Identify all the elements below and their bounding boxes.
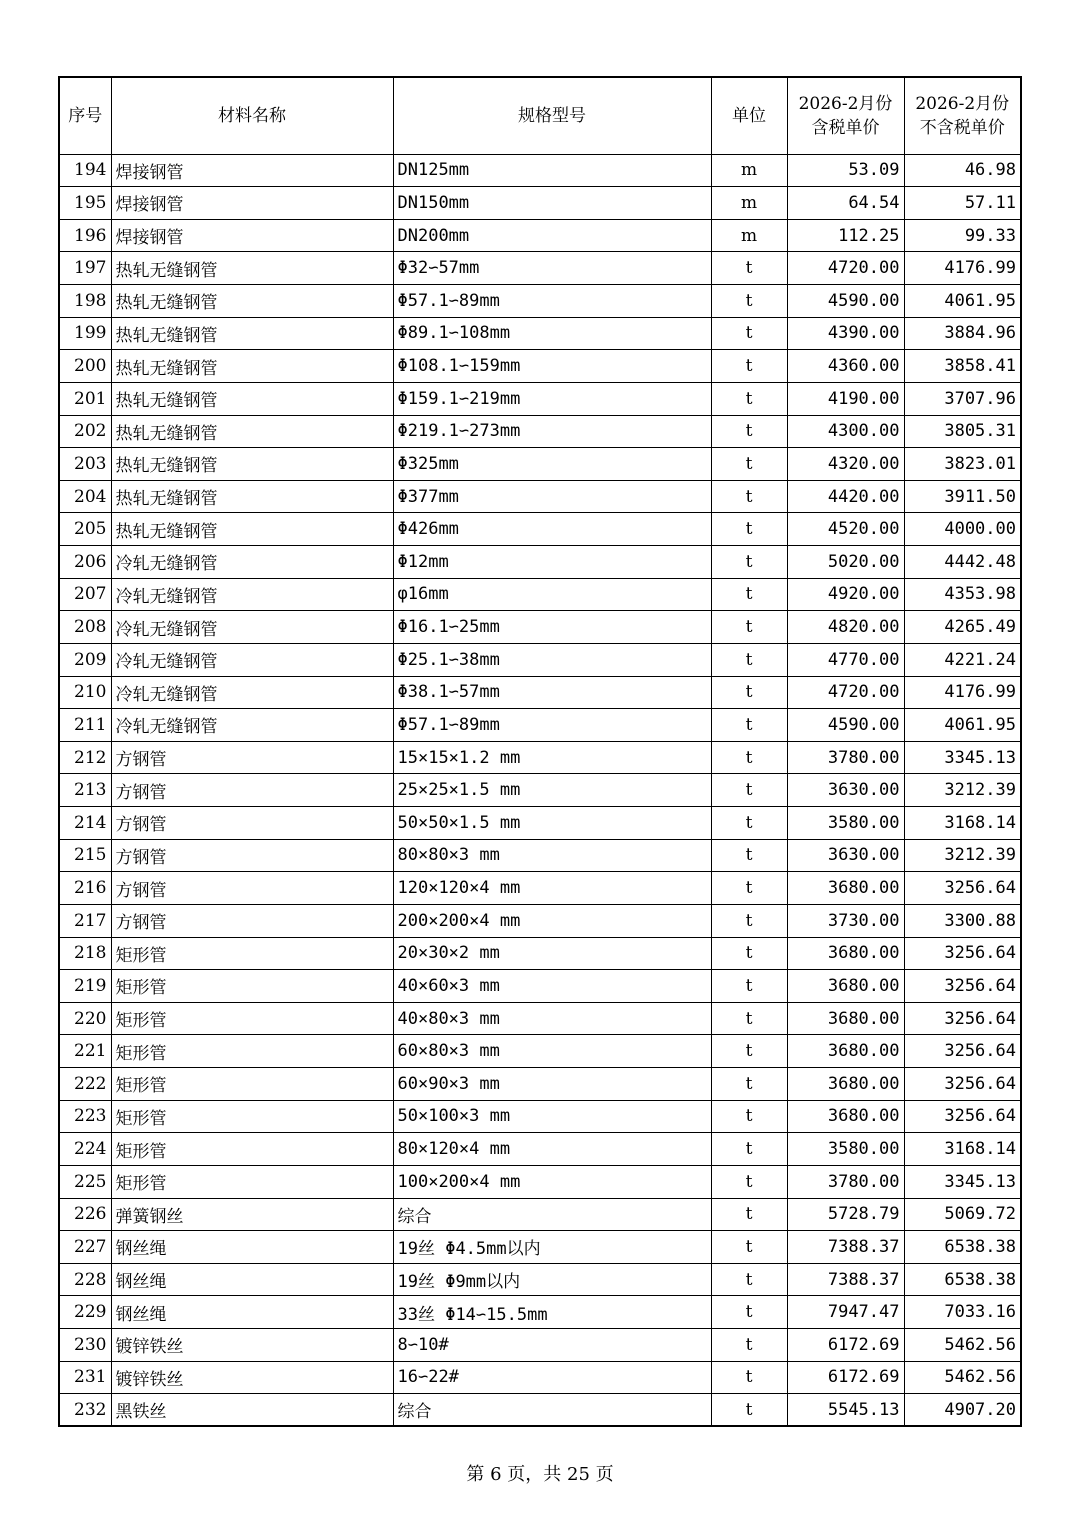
- cell-unit: t: [711, 1329, 787, 1362]
- cell-price-notax: 6538.38: [904, 1231, 1021, 1264]
- cell-unit: t: [711, 350, 787, 383]
- cell-price-notax: 3256.64: [904, 872, 1021, 905]
- cell-spec: Φ219.1∽273mm: [393, 415, 711, 448]
- table-row: [59, 1263, 1021, 1296]
- cell-price-tax: 3680.00: [787, 937, 904, 970]
- cell-price-notax: 5462.56: [904, 1361, 1021, 1394]
- cell-name: 冷轧无缝钢管: [111, 611, 393, 644]
- cell-seq: 208: [59, 611, 111, 644]
- cell-price-notax: 3256.64: [904, 937, 1021, 970]
- cell-seq: 210: [59, 676, 111, 709]
- header-row: [59, 77, 1021, 154]
- cell-name: 矩形管: [111, 1100, 393, 1133]
- cell-seq: 198: [59, 285, 111, 318]
- cell-unit: t: [711, 807, 787, 840]
- cell-price-tax: 4590.00: [787, 285, 904, 318]
- cell-spec: 16∽22#: [393, 1361, 711, 1394]
- cell-unit: t: [711, 1133, 787, 1166]
- cell-price-tax: 3680.00: [787, 872, 904, 905]
- table-row: [59, 1198, 1021, 1231]
- header-price-notax: [904, 77, 1021, 154]
- table-row: [59, 1361, 1021, 1394]
- cell-price-notax: 3256.64: [904, 970, 1021, 1003]
- cell-unit: t: [711, 1198, 787, 1231]
- cell-seq: 204: [59, 480, 111, 513]
- table-body: [59, 154, 1021, 1426]
- table-row: [59, 1100, 1021, 1133]
- table-row: [59, 676, 1021, 709]
- cell-seq: 226: [59, 1198, 111, 1231]
- cell-spec: 40×80×3 mm: [393, 1002, 711, 1035]
- cell-seq: 206: [59, 546, 111, 579]
- cell-name: 冷轧无缝钢管: [111, 546, 393, 579]
- table-row: [59, 480, 1021, 513]
- cell-price-tax: 4920.00: [787, 578, 904, 611]
- cell-spec: 100×200×4 mm: [393, 1165, 711, 1198]
- cell-name: 矩形管: [111, 1002, 393, 1035]
- cell-name: 镀锌铁丝: [111, 1361, 393, 1394]
- header-price-tax: [787, 77, 904, 154]
- cell-name: 方钢管: [111, 839, 393, 872]
- cell-price-notax: 5462.56: [904, 1329, 1021, 1362]
- cell-name: 焊接钢管: [111, 154, 393, 187]
- cell-price-tax: 64.54: [787, 187, 904, 220]
- cell-price-notax: 46.98: [904, 154, 1021, 187]
- cell-price-notax: 4907.20: [904, 1394, 1021, 1427]
- cell-price-notax: 3212.39: [904, 774, 1021, 807]
- cell-spec: Φ32∽57mm: [393, 252, 711, 285]
- cell-seq: 227: [59, 1231, 111, 1264]
- table-row: [59, 709, 1021, 742]
- cell-name: 钢丝绳: [111, 1263, 393, 1296]
- cell-spec: 8∽10#: [393, 1329, 711, 1362]
- cell-spec: Φ377mm: [393, 480, 711, 513]
- table-row: [59, 1165, 1021, 1198]
- cell-unit: m: [711, 219, 787, 252]
- cell-price-tax: 3680.00: [787, 1002, 904, 1035]
- table-row: [59, 317, 1021, 350]
- cell-unit: t: [711, 1296, 787, 1329]
- cell-unit: m: [711, 187, 787, 220]
- cell-price-notax: 3345.13: [904, 741, 1021, 774]
- cell-name: 热轧无缝钢管: [111, 415, 393, 448]
- cell-seq: 214: [59, 807, 111, 840]
- table-row: [59, 904, 1021, 937]
- cell-price-notax: 3168.14: [904, 1133, 1021, 1166]
- cell-unit: t: [711, 774, 787, 807]
- cell-price-notax: 3212.39: [904, 839, 1021, 872]
- cell-price-notax: 4061.95: [904, 285, 1021, 318]
- cell-spec: 20×30×2 mm: [393, 937, 711, 970]
- cell-seq: 205: [59, 513, 111, 546]
- table-row: [59, 872, 1021, 905]
- cell-unit: t: [711, 676, 787, 709]
- cell-unit: t: [711, 904, 787, 937]
- cell-seq: 222: [59, 1068, 111, 1101]
- cell-spec: Φ25.1∽38mm: [393, 643, 711, 676]
- cell-spec: 80×120×4 mm: [393, 1133, 711, 1166]
- cell-price-notax: 4353.98: [904, 578, 1021, 611]
- cell-unit: t: [711, 285, 787, 318]
- table-row: [59, 252, 1021, 285]
- cell-unit: t: [711, 317, 787, 350]
- cell-price-notax: 5069.72: [904, 1198, 1021, 1231]
- cell-price-tax: 4720.00: [787, 252, 904, 285]
- cell-price-notax: 4176.99: [904, 676, 1021, 709]
- cell-spec: φ16mm: [393, 578, 711, 611]
- cell-unit: t: [711, 1394, 787, 1427]
- cell-seq: 225: [59, 1165, 111, 1198]
- cell-price-tax: 5020.00: [787, 546, 904, 579]
- cell-spec: 60×80×3 mm: [393, 1035, 711, 1068]
- cell-name: 方钢管: [111, 807, 393, 840]
- cell-seq: 221: [59, 1035, 111, 1068]
- cell-spec: 25×25×1.5 mm: [393, 774, 711, 807]
- cell-price-tax: 7388.37: [787, 1231, 904, 1264]
- cell-spec: Φ159.1∽219mm: [393, 382, 711, 415]
- cell-name: 方钢管: [111, 904, 393, 937]
- table-header: [59, 77, 1021, 154]
- cell-unit: t: [711, 1035, 787, 1068]
- cell-spec: Φ57.1∽89mm: [393, 709, 711, 742]
- table-row: [59, 1394, 1021, 1427]
- header-seq: 序号: [59, 77, 111, 154]
- table-row: [59, 285, 1021, 318]
- header-price-notax-line2: 不含税单价: [919, 117, 1005, 138]
- cell-unit: t: [711, 741, 787, 774]
- cell-unit: t: [711, 252, 787, 285]
- cell-price-notax: 3256.64: [904, 1002, 1021, 1035]
- cell-unit: t: [711, 1068, 787, 1101]
- cell-seq: 230: [59, 1329, 111, 1362]
- cell-price-tax: 3680.00: [787, 1068, 904, 1101]
- table-row: [59, 839, 1021, 872]
- cell-name: 黑铁丝: [111, 1394, 393, 1427]
- cell-name: 方钢管: [111, 872, 393, 905]
- cell-unit: t: [711, 1231, 787, 1264]
- cell-name: 方钢管: [111, 774, 393, 807]
- cell-unit: t: [711, 1165, 787, 1198]
- cell-price-notax: 4442.48: [904, 546, 1021, 579]
- table-row: [59, 187, 1021, 220]
- cell-unit: m: [711, 154, 787, 187]
- cell-price-notax: 3168.14: [904, 807, 1021, 840]
- cell-unit: t: [711, 1263, 787, 1296]
- cell-seq: 197: [59, 252, 111, 285]
- cell-price-notax: 3911.50: [904, 480, 1021, 513]
- cell-seq: 216: [59, 872, 111, 905]
- cell-name: 矩形管: [111, 970, 393, 1003]
- cell-price-tax: 3680.00: [787, 970, 904, 1003]
- cell-unit: t: [711, 480, 787, 513]
- cell-name: 矩形管: [111, 1133, 393, 1166]
- header-unit: 单位: [711, 77, 787, 154]
- cell-price-tax: 4190.00: [787, 382, 904, 415]
- cell-price-tax: 5545.13: [787, 1394, 904, 1427]
- page-footer: 第 6 页，共 25 页: [466, 1464, 614, 1485]
- cell-price-notax: 4265.49: [904, 611, 1021, 644]
- cell-spec: Φ38.1∽57mm: [393, 676, 711, 709]
- cell-price-notax: 3884.96: [904, 317, 1021, 350]
- cell-seq: 209: [59, 643, 111, 676]
- cell-price-tax: 4520.00: [787, 513, 904, 546]
- cell-price-tax: 6172.69: [787, 1361, 904, 1394]
- cell-unit: t: [711, 546, 787, 579]
- cell-name: 热轧无缝钢管: [111, 382, 393, 415]
- table-row: [59, 1296, 1021, 1329]
- cell-spec: Φ89.1∽108mm: [393, 317, 711, 350]
- table-row: [59, 415, 1021, 448]
- cell-unit: t: [711, 1361, 787, 1394]
- cell-name: 焊接钢管: [111, 219, 393, 252]
- header-name: 材料名称: [111, 77, 393, 154]
- cell-seq: 218: [59, 937, 111, 970]
- table-row: [59, 970, 1021, 1003]
- cell-seq: 219: [59, 970, 111, 1003]
- cell-name: 热轧无缝钢管: [111, 317, 393, 350]
- cell-seq: 231: [59, 1361, 111, 1394]
- cell-spec: 19丝 Φ4.5mm以内: [393, 1231, 711, 1264]
- cell-price-tax: 4390.00: [787, 317, 904, 350]
- cell-spec: Φ325mm: [393, 448, 711, 481]
- cell-price-notax: 4061.95: [904, 709, 1021, 742]
- cell-unit: t: [711, 970, 787, 1003]
- cell-price-tax: 7947.47: [787, 1296, 904, 1329]
- header-price-tax-line2: 含税单价: [811, 117, 880, 138]
- cell-price-notax: 6538.38: [904, 1263, 1021, 1296]
- cell-seq: 215: [59, 839, 111, 872]
- cell-seq: 223: [59, 1100, 111, 1133]
- cell-spec: 15×15×1.2 mm: [393, 741, 711, 774]
- cell-price-notax: 7033.16: [904, 1296, 1021, 1329]
- cell-name: 冷轧无缝钢管: [111, 578, 393, 611]
- table-row: [59, 1002, 1021, 1035]
- cell-price-notax: 57.11: [904, 187, 1021, 220]
- cell-seq: 207: [59, 578, 111, 611]
- cell-spec: 120×120×4 mm: [393, 872, 711, 905]
- cell-seq: 195: [59, 187, 111, 220]
- cell-spec: 50×100×3 mm: [393, 1100, 711, 1133]
- cell-price-notax: 3345.13: [904, 1165, 1021, 1198]
- cell-name: 冷轧无缝钢管: [111, 709, 393, 742]
- cell-seq: 202: [59, 415, 111, 448]
- cell-seq: 203: [59, 448, 111, 481]
- cell-spec: 200×200×4 mm: [393, 904, 711, 937]
- cell-seq: 212: [59, 741, 111, 774]
- header-price-notax-line1: 2026-2月份: [915, 93, 1010, 114]
- table-row: [59, 1068, 1021, 1101]
- cell-unit: t: [711, 643, 787, 676]
- table-row: [59, 546, 1021, 579]
- cell-unit: t: [711, 937, 787, 970]
- cell-price-tax: 3580.00: [787, 1133, 904, 1166]
- cell-price-notax: 3707.96: [904, 382, 1021, 415]
- cell-spec: 80×80×3 mm: [393, 839, 711, 872]
- cell-spec: 60×90×3 mm: [393, 1068, 711, 1101]
- cell-price-tax: 4820.00: [787, 611, 904, 644]
- cell-unit: t: [711, 872, 787, 905]
- cell-price-tax: 3580.00: [787, 807, 904, 840]
- table-row: [59, 774, 1021, 807]
- cell-price-tax: 6172.69: [787, 1329, 904, 1362]
- table-row: [59, 154, 1021, 187]
- cell-seq: 199: [59, 317, 111, 350]
- table-row: [59, 1329, 1021, 1362]
- cell-name: 矩形管: [111, 937, 393, 970]
- table-row: [59, 643, 1021, 676]
- cell-price-tax: 3680.00: [787, 1035, 904, 1068]
- cell-price-tax: 4720.00: [787, 676, 904, 709]
- cell-seq: 200: [59, 350, 111, 383]
- cell-price-tax: 4770.00: [787, 643, 904, 676]
- table-row: [59, 448, 1021, 481]
- cell-seq: 194: [59, 154, 111, 187]
- cell-name: 热轧无缝钢管: [111, 252, 393, 285]
- cell-unit: t: [711, 513, 787, 546]
- cell-price-notax: 3256.64: [904, 1035, 1021, 1068]
- header-spec: 规格型号: [393, 77, 711, 154]
- cell-seq: 228: [59, 1263, 111, 1296]
- price-table: [58, 76, 1022, 1427]
- header-price-tax-line1: 2026-2月份: [798, 93, 893, 114]
- cell-spec: Φ426mm: [393, 513, 711, 546]
- cell-seq: 220: [59, 1002, 111, 1035]
- table-row: [59, 350, 1021, 383]
- table-row: [59, 1035, 1021, 1068]
- cell-spec: 40×60×3 mm: [393, 970, 711, 1003]
- cell-name: 矩形管: [111, 1068, 393, 1101]
- cell-price-tax: 3680.00: [787, 1100, 904, 1133]
- cell-seq: 201: [59, 382, 111, 415]
- cell-name: 热轧无缝钢管: [111, 480, 393, 513]
- cell-spec: DN200mm: [393, 219, 711, 252]
- cell-unit: t: [711, 448, 787, 481]
- cell-name: 冷轧无缝钢管: [111, 676, 393, 709]
- cell-price-notax: 99.33: [904, 219, 1021, 252]
- cell-price-tax: 3780.00: [787, 741, 904, 774]
- cell-name: 钢丝绳: [111, 1296, 393, 1329]
- cell-seq: 213: [59, 774, 111, 807]
- cell-price-tax: 3630.00: [787, 839, 904, 872]
- cell-price-tax: 4360.00: [787, 350, 904, 383]
- cell-price-notax: 3823.01: [904, 448, 1021, 481]
- table-row: [59, 1133, 1021, 1166]
- cell-spec: Φ12mm: [393, 546, 711, 579]
- cell-seq: 229: [59, 1296, 111, 1329]
- cell-spec: 综合: [393, 1198, 711, 1231]
- cell-price-notax: 4221.24: [904, 643, 1021, 676]
- cell-price-notax: 4000.00: [904, 513, 1021, 546]
- cell-name: 热轧无缝钢管: [111, 448, 393, 481]
- table-row: [59, 513, 1021, 546]
- cell-spec: DN150mm: [393, 187, 711, 220]
- cell-name: 镀锌铁丝: [111, 1329, 393, 1362]
- cell-seq: 232: [59, 1394, 111, 1427]
- cell-unit: t: [711, 611, 787, 644]
- cell-name: 热轧无缝钢管: [111, 350, 393, 383]
- cell-price-tax: 5728.79: [787, 1198, 904, 1231]
- cell-name: 钢丝绳: [111, 1231, 393, 1264]
- cell-name: 矩形管: [111, 1165, 393, 1198]
- cell-spec: 33丝 Φ14∽15.5mm: [393, 1296, 711, 1329]
- table-row: [59, 578, 1021, 611]
- cell-seq: 224: [59, 1133, 111, 1166]
- cell-price-notax: 4176.99: [904, 252, 1021, 285]
- cell-price-tax: 3730.00: [787, 904, 904, 937]
- table-row: [59, 219, 1021, 252]
- cell-unit: t: [711, 578, 787, 611]
- cell-unit: t: [711, 839, 787, 872]
- table-row: [59, 1231, 1021, 1264]
- cell-price-notax: 3256.64: [904, 1068, 1021, 1101]
- cell-price-notax: 3858.41: [904, 350, 1021, 383]
- cell-unit: t: [711, 1002, 787, 1035]
- cell-spec: Φ57.1∽89mm: [393, 285, 711, 318]
- cell-name: 弹簧钢丝: [111, 1198, 393, 1231]
- cell-spec: 综合: [393, 1394, 711, 1427]
- cell-price-notax: 3805.31: [904, 415, 1021, 448]
- cell-seq: 196: [59, 219, 111, 252]
- table-row: [59, 611, 1021, 644]
- cell-seq: 217: [59, 904, 111, 937]
- table-row: [59, 937, 1021, 970]
- cell-spec: 19丝 Φ9mm以内: [393, 1263, 711, 1296]
- cell-price-tax: 4300.00: [787, 415, 904, 448]
- cell-spec: 50×50×1.5 mm: [393, 807, 711, 840]
- cell-unit: t: [711, 1100, 787, 1133]
- cell-spec: DN125mm: [393, 154, 711, 187]
- cell-spec: Φ108.1∽159mm: [393, 350, 711, 383]
- cell-spec: Φ16.1∽25mm: [393, 611, 711, 644]
- table-row: [59, 807, 1021, 840]
- cell-price-notax: 3256.64: [904, 1100, 1021, 1133]
- cell-name: 热轧无缝钢管: [111, 513, 393, 546]
- cell-name: 焊接钢管: [111, 187, 393, 220]
- cell-price-tax: 4320.00: [787, 448, 904, 481]
- table-row: [59, 382, 1021, 415]
- cell-unit: t: [711, 415, 787, 448]
- cell-price-tax: 3630.00: [787, 774, 904, 807]
- cell-name: 方钢管: [111, 741, 393, 774]
- cell-price-tax: 7388.37: [787, 1263, 904, 1296]
- table-row: [59, 741, 1021, 774]
- cell-price-tax: 112.25: [787, 219, 904, 252]
- cell-unit: t: [711, 709, 787, 742]
- cell-seq: 211: [59, 709, 111, 742]
- cell-name: 冷轧无缝钢管: [111, 643, 393, 676]
- cell-price-notax: 3300.88: [904, 904, 1021, 937]
- cell-price-tax: 3780.00: [787, 1165, 904, 1198]
- cell-unit: t: [711, 382, 787, 415]
- cell-price-tax: 4420.00: [787, 480, 904, 513]
- cell-name: 矩形管: [111, 1035, 393, 1068]
- cell-price-tax: 53.09: [787, 154, 904, 187]
- cell-price-tax: 4590.00: [787, 709, 904, 742]
- cell-name: 热轧无缝钢管: [111, 285, 393, 318]
